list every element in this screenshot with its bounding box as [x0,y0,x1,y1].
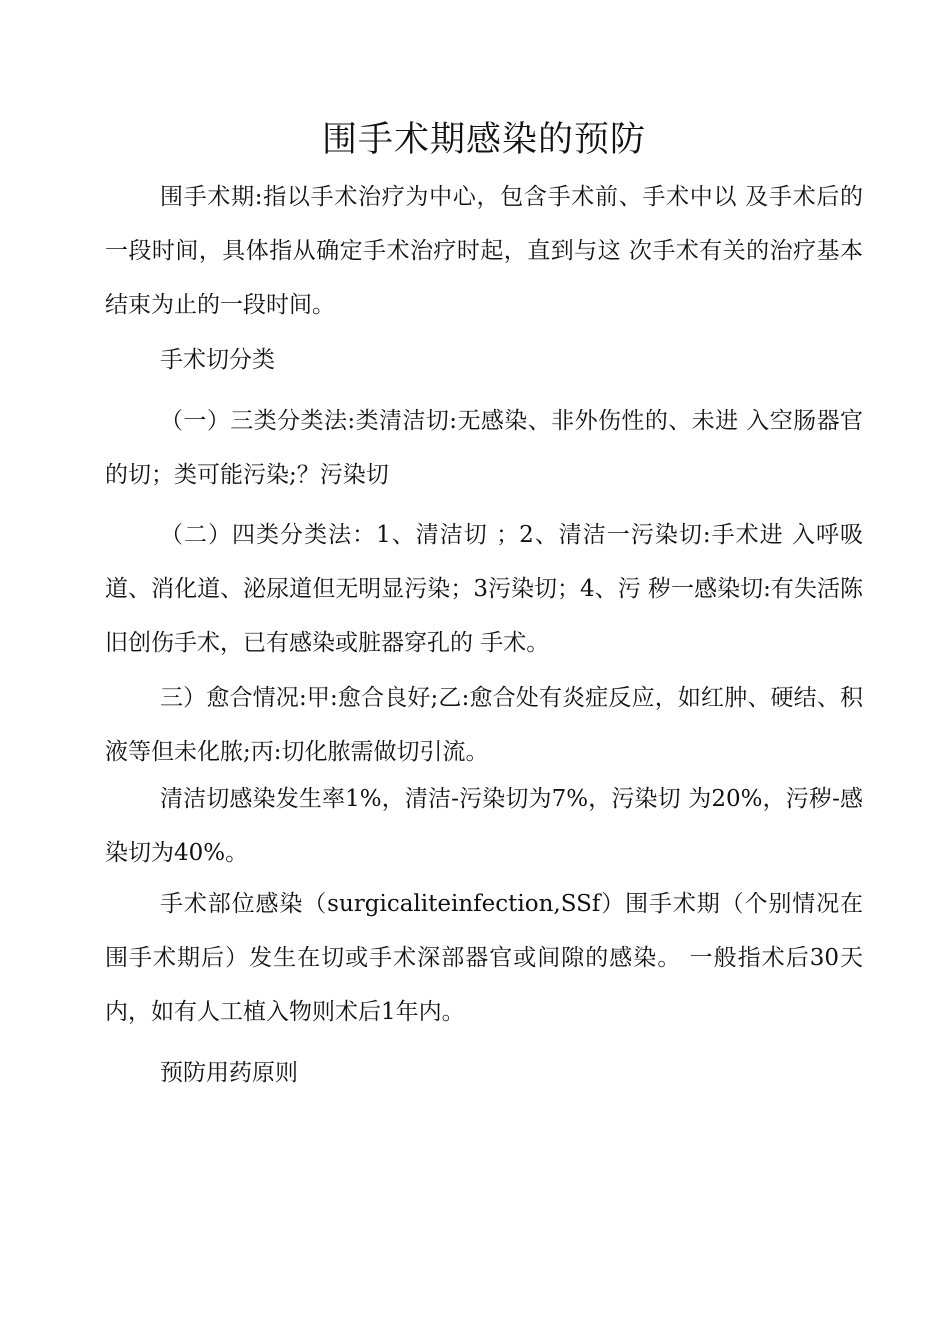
paragraph-infection-rates: 清洁切感染发生率1%，清洁-污染切为7%，污染切 为20%，污秽-感染切为40%。 [105,786,863,866]
paragraph-four-class-method: （二）四类分类法：1、清洁切 ；2、清洁一污染切:手术进 入呼吸道、消化道、泌尿道但无明显污染；3污染切；4、污 秽一感染切:有失活陈旧创伤手术，已有感染或脏器穿孔的 手术。 [105,522,863,656]
paragraph-incision-classification-heading: 手术切分类 [160,347,275,373]
paragraph-healing-status: 三）愈合情况:甲:愈合良好;乙:愈合处有炎症反应，如红肿、硬结、积液等但未化脓;丙:切化脓需做切引流。 [105,685,863,765]
document-title: 围手术期感染的预防 [321,120,646,160]
paragraph-three-class-method: （一）三类分类法:类清洁切:无感染、非外伤性的、未进 入空肠器官的切；类可能污染;？污染切 [105,408,863,488]
paragraph-perioperative-definition: 围手术期:指以手术治疗为中心，包含手术前、手术中以 及手术后的一段时间，具体指从确定手术治疗时起，直到与这 次手术有关的治疗基本结束为止的一段时间。 [105,184,863,318]
paragraph-prophylaxis-principles-heading: 预防用药原则 [160,1060,298,1086]
paragraph-surgical-site-infection: 手术部位感染（surgicaliteinfection,SSf）围手术期（个别情况在围手术期后）发生在切或手术深部器官或间隙的感染。 一般指术后30天内，如有人工植入物则术后1年内。 [105,891,863,1025]
